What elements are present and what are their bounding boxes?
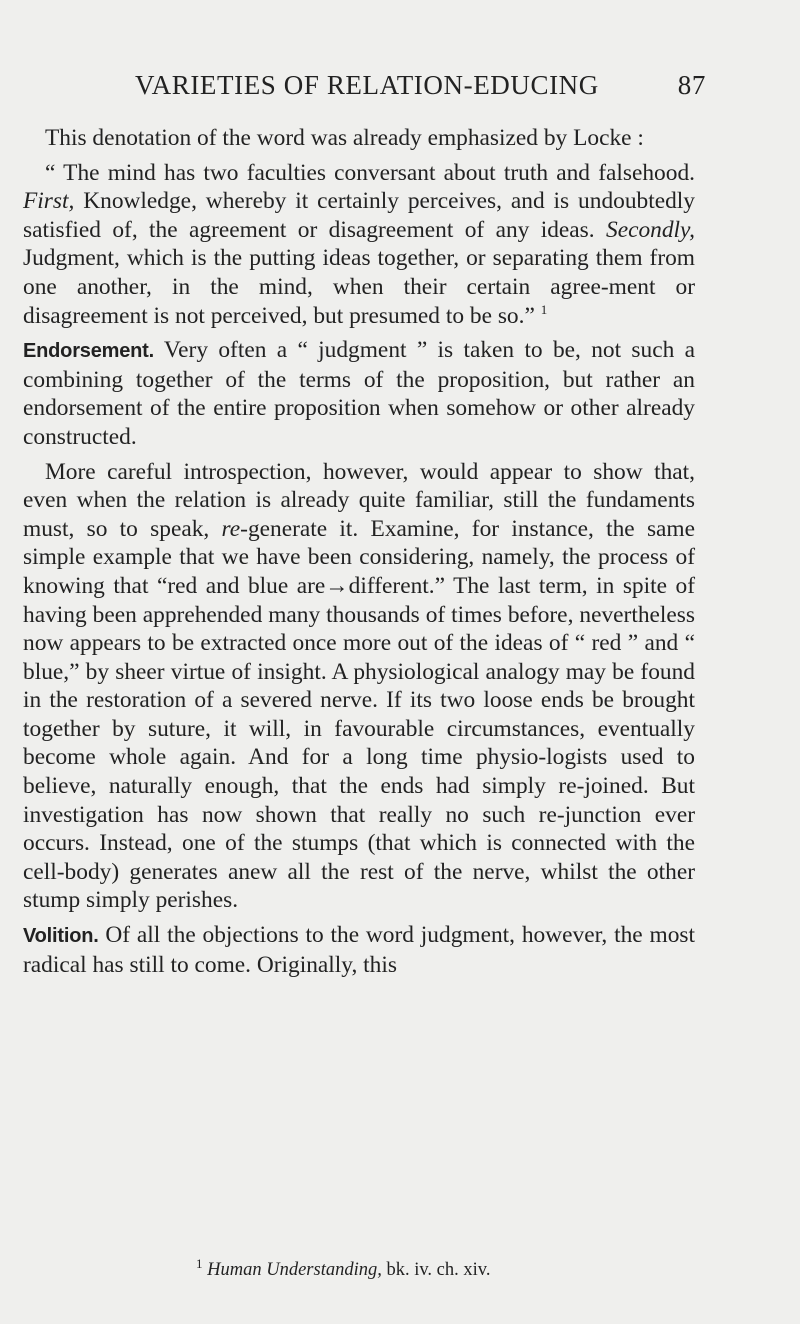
locke-quotation (23, 159, 695, 331)
footnote-marker: 1 (196, 1255, 203, 1271)
introspection-text-1: More careful introspection, however, would appear to show that, even when the relation is already quite familiar, still the fundaments must, so to speak, (23, 458, 695, 542)
volition-paragraph (23, 921, 695, 979)
body-text (23, 124, 695, 985)
endorsement-paragraph (23, 336, 695, 451)
quote-part-2: Knowledge, whereby it certainly perceives, and is undoubtedly satisfied of, the agreement or disagreement of any ideas. (23, 188, 695, 243)
footnote-rest: bk. iv. ch. xiv. (381, 1260, 491, 1280)
footnote-reference: 1 (540, 301, 548, 317)
quote-part-1: “ The mind has two faculties conversant about truth and falsehood. (45, 159, 695, 186)
footnote (196, 1255, 491, 1281)
quote-second-word: Secondly, (606, 216, 695, 243)
intro-paragraph (23, 124, 695, 153)
re-prefix: re (221, 515, 241, 542)
footnote-title: Human Understanding, (207, 1260, 382, 1280)
introspection-text-2: -generate it. Examine, for instance, the same simple example that we have been considering, namely, the process of knowing that “red and blue are→different.” The last term, in spite of having been apprehended many thousands of times before, nevertheless now appears to be extracted once more out of the ideas of “ red ” and “ blue,” by sheer virtue of insight. A physiological analogy may be found in the restoration of a severed nerve. If its two loose ends be brought together by suture, it will, in favourable circumstances, eventually become whole again. And for a long time physio-logists used to believe, naturally enough, that the ends had simply re-joined. But investigation has now shown that really no such re-junction ever occurs. Instead, one of the stumps (that which is connected with the cell-body) generates anew all the rest of the nerve, whilst the other stump simply perishes. (23, 515, 695, 914)
volition-text: Of all the objections to the word judgment, however, the most radical has still to come. Originally, this (23, 922, 695, 978)
introspection-paragraph (23, 458, 695, 916)
running-title: VARIETIES OF RELATION-EDUCING (135, 70, 599, 100)
endorsement-heading: Endorsement. (23, 340, 154, 363)
quote-first-word: First, (23, 188, 75, 215)
volition-heading: Volition. (23, 925, 99, 948)
intro-text: This denotation of the word was already emphasized by Locke : (45, 125, 644, 151)
running-header (135, 70, 706, 110)
quote-part-3: Judgment, which is the putting ideas together, or separating them from one another, in the mind, when their certain agree-ment or disagreement is not perceived, but presumed to be so.” (23, 245, 695, 329)
page-number: 87 (677, 70, 706, 100)
endorsement-text: Very often a “ judgment ” is taken to be, not such a combining together of the terms of the proposition, but rather an endorsement of the entire proposition when somehow or other already constructed. (23, 337, 695, 450)
